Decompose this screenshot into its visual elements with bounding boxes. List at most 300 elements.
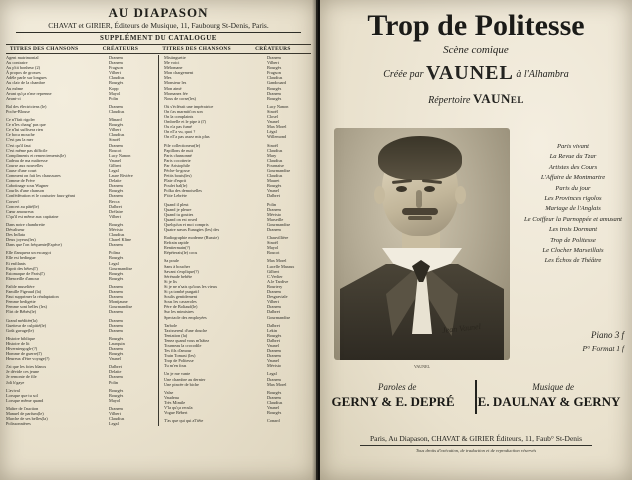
song-title: Poche-Blouse: [6, 108, 30, 114]
song-title: Compliments et remerciements(le): [6, 152, 66, 158]
song-title: Lorsque que tu sol: [6, 392, 38, 398]
song-author: Bourtery: [267, 283, 283, 289]
cover-creator-line: [326, 62, 626, 85]
song-title: Radiographie moderne (Russie): [164, 235, 219, 241]
song-author: Dranem: [109, 374, 123, 380]
imprint-text: Paris, Au Diapason, CHAVAT & GIRIER Éditeurs, 11, Faub° St-Denis: [369, 434, 583, 443]
song-author: Vilbert: [109, 213, 121, 219]
song-title: Refrain rapide: [164, 240, 189, 246]
song-title: Me voici: [164, 60, 180, 66]
song-title: Mes: [164, 75, 172, 81]
song-title: Ce n'lui suffisera rien: [6, 127, 43, 133]
song-author: Vaunel: [267, 342, 279, 348]
song-author: Dalbret: [109, 364, 122, 370]
song-author: Légal: [267, 129, 277, 135]
song-title: Polka des demoiselles: [164, 188, 202, 194]
song-author: Dranem: [267, 394, 281, 400]
header-songs-1: TITRES DES CHANSONS: [9, 46, 79, 52]
song-title: Si je lis: [164, 278, 177, 284]
song-title: Mon chargement: [164, 70, 194, 76]
song-title: Quand on est rosed: [164, 216, 198, 222]
song-title: Au môme: [6, 85, 24, 91]
song-author: Willemond: [267, 134, 287, 140]
song-author: Bourgès: [267, 389, 282, 395]
song-author: Dranem: [109, 345, 123, 351]
song-title: Maître de l'auction: [6, 405, 39, 411]
song-author: Fournaise: [267, 162, 284, 168]
song-title: Quand tu gouttes: [164, 211, 194, 217]
song-title: Vaudeau: [164, 394, 179, 400]
repertoire-song: Trop de Politesse: [550, 236, 596, 244]
song-author: Dalbret: [267, 322, 280, 328]
song-title: Sans à boucher: [164, 263, 191, 269]
song-title: On n'l'a vu, quoi ?: [164, 129, 196, 135]
song-author: Vilbert: [267, 299, 279, 305]
cover-page: [320, 0, 632, 480]
catalogue-row: [164, 227, 311, 232]
song-title: Comme de Frère: [6, 178, 35, 184]
song-author: Vilbert: [267, 60, 279, 66]
song-author: Gourmandise: [267, 314, 291, 320]
song-author: Bourgès: [109, 188, 124, 194]
song-title: Sa poule: [164, 258, 179, 264]
catalogue-row: [164, 315, 311, 320]
song-author: Gandouard: [267, 80, 287, 86]
song-title: J'ai que les foies blancs: [6, 364, 47, 370]
song-title: Polissonnières: [6, 421, 31, 427]
song-title: Elle est bedingue: [6, 255, 36, 261]
song-title: Dévaliseur: [6, 227, 25, 232]
song-author: Conard: [267, 418, 280, 424]
repertoire-song: Les Échos de Théâtre: [544, 257, 602, 265]
song-author: Vaunel: [109, 157, 121, 163]
song-author: Max Morel: [267, 124, 287, 130]
song-author: Sinoël: [267, 108, 278, 114]
repertoire-label: Répertoire: [428, 95, 471, 106]
song-title: L'avival: [6, 387, 20, 393]
song-author: Dranem: [267, 55, 281, 60]
song-author: Mayol: [109, 397, 121, 403]
song-author: Dranem: [109, 283, 123, 289]
catalogue-table-header: [6, 44, 311, 54]
catalogue-row: [6, 276, 153, 281]
song-title: Course aux nouvelles: [6, 162, 43, 168]
song-title: Estomaque de Paris(l'): [6, 270, 45, 276]
song-title: On la complaints: [164, 114, 194, 120]
song-author: Fragson: [109, 65, 123, 71]
song-author: Closel: [267, 114, 278, 120]
song-title: Marche de ses belles(la): [6, 416, 48, 422]
song-title: Cœur amoureux: [6, 208, 34, 214]
repertoire-song: Le Coiffeur la Parnoppée et amusant: [524, 215, 622, 223]
song-title: Quand je pleure: [164, 206, 192, 212]
song-title: Histoire biblique: [6, 335, 35, 341]
venue-name: à l'Alhambra: [516, 69, 569, 80]
song-title: Ebenceille d'amour: [6, 275, 40, 281]
song-author: Dranem: [109, 322, 123, 328]
imprint-divider: [360, 445, 592, 446]
song-title: Tenez quand vous m'hâtez: [164, 337, 210, 343]
song-title: Très Mimile: [164, 399, 186, 405]
song-author: Sinoël: [267, 240, 278, 246]
portrait-ear-left: [374, 186, 385, 204]
catalogue-row: [6, 214, 153, 219]
song-title: Ce boca mouche: [6, 132, 35, 138]
song-author: C.Verlier: [267, 273, 283, 279]
created-by-label: Créée par: [383, 69, 424, 80]
song-title: Vogue Bébert: [164, 410, 188, 416]
song-author: Gourmandise: [109, 304, 133, 310]
song-title: Au p'tit bonheur (2): [6, 65, 41, 71]
divider: [16, 32, 301, 33]
song-author: Claudius: [109, 416, 125, 422]
song-title: Femme bedigette: [6, 299, 36, 305]
song-title: Bal des électriciens (le): [6, 103, 47, 109]
song-title: Adèle parle sur longues: [6, 75, 47, 81]
song-author: Claudius: [109, 232, 125, 238]
song-author: Bourgès: [109, 270, 124, 276]
song-author: Gourmandise: [267, 167, 291, 173]
song-title: Guetteur de culpitié(le): [6, 322, 47, 328]
catalogue-row: [6, 242, 153, 247]
cover-genre: Scène comique: [443, 44, 509, 56]
song-title: Savant s'explique(?): [164, 268, 199, 274]
catalogue-column-left: [6, 55, 153, 426]
song-title: Un je me vante: [164, 371, 191, 377]
song-title: Paris cocotterie: [164, 157, 191, 163]
song-author: Legal: [109, 260, 119, 266]
catalogue-row: [164, 382, 311, 387]
song-author: Vaunel: [267, 405, 279, 410]
song-title: Cadeau de ma maîtresse: [6, 157, 48, 163]
song-author: Dranem: [109, 289, 123, 295]
portrait-signature: Jean Vaunel: [441, 321, 482, 336]
song-author: Bourgès: [109, 122, 124, 128]
song-title: Esprit des bêtes(l'): [6, 265, 38, 271]
song-title: Au clair de la chambre: [6, 80, 46, 86]
song-author: Dranem: [109, 294, 123, 300]
song-author: Claudius: [267, 147, 283, 153]
song-author: Dranem: [267, 227, 281, 232]
song-title: Sous les casseroles: [164, 299, 197, 305]
catalogue-row: [164, 134, 311, 139]
song-title: Au contraire: [6, 60, 28, 66]
song-author: Bourgès: [109, 387, 124, 393]
song-author: Polina: [109, 250, 120, 256]
song-author: Claudius: [267, 173, 283, 179]
header-authors-1: CRÉATEURS: [102, 46, 139, 52]
song-author: Gilbert: [267, 268, 280, 274]
song-title: Quand il pleut: [164, 201, 189, 207]
header-authors-2: CRÉATEURS: [255, 46, 291, 52]
publisher-address: CHAVAT et GIRIER, Éditeurs de Musique, 11, Faubourg St-Denis, Paris.: [48, 21, 269, 30]
repertoire-song: La Revue du Tzar: [549, 153, 597, 161]
song-title: Spectacle des employées: [164, 314, 207, 320]
song-author: Drélaire: [109, 208, 124, 214]
song-author: Polin: [109, 95, 119, 101]
song-title: Joli b'gaye: [6, 379, 25, 385]
song-title: Famille Figeaud (la): [6, 289, 42, 295]
song-author: Delaite: [109, 369, 122, 375]
authors-names: [320, 394, 632, 410]
song-title: Monsieur les: [164, 80, 187, 86]
repertoire-song: L'Affaire de Montmartre: [540, 174, 606, 182]
song-author: Bourgès: [109, 351, 124, 357]
song-author: Laure Rivière: [109, 173, 133, 179]
song-title: Faible muselière: [6, 283, 35, 289]
authors-block: [320, 382, 632, 410]
catalogue-columns: [6, 55, 311, 426]
song-title: V'la qu'ça recula: [164, 405, 193, 410]
song-author: Dranem: [109, 317, 123, 323]
song-author: Max Morel: [267, 258, 287, 264]
song-author: Dranem: [267, 304, 281, 310]
song-author: Bourgès: [267, 183, 282, 189]
song-author: Dranem: [109, 327, 123, 333]
song-author: Claudius: [109, 108, 125, 114]
song-title: Homme de guerre(l'): [6, 351, 42, 357]
repertoire-name-suffix: EL: [510, 95, 524, 105]
portrait-moustache: [402, 208, 438, 215]
supplement-title: SUPPLÉMENT DU CATALOGUE: [100, 34, 217, 42]
song-author: Lucelle Maraux: [267, 263, 295, 269]
imprint-block: [320, 434, 632, 453]
song-title: Concert au pâté(le): [6, 203, 39, 209]
song-title: Dans notre chambrette: [6, 221, 45, 227]
song-author: Dranem: [109, 55, 123, 60]
song-author: Delaite: [109, 178, 122, 184]
song-title: On t'as marmitt'on son: [164, 108, 203, 114]
song-title: Courlis d'une chanson: [6, 188, 45, 194]
catalogue-row: [6, 328, 153, 333]
song-title: Avant-ci: [6, 95, 21, 101]
song-title: Quatre sœurs Eunagies (les) des: [164, 227, 220, 232]
song-title: Cause d'une court: [6, 167, 37, 173]
song-author: Dranem: [267, 90, 281, 96]
song-author: Marseille: [267, 216, 284, 222]
song-title: Ce n'l'fait rigoler: [6, 117, 35, 123]
song-author: Lucy Nanon: [267, 103, 289, 109]
song-title: Mélomane: [164, 65, 183, 71]
song-author: Kopp: [109, 85, 119, 91]
song-author: Desgraviale: [267, 294, 288, 300]
song-author: Vilbert: [109, 411, 121, 416]
song-title: Manuel de parfum(le): [6, 411, 44, 416]
song-title: Trop de Politesse: [164, 358, 194, 364]
song-author: Dranem: [109, 60, 123, 66]
song-author: Bourgès: [109, 392, 124, 398]
song-author: Legal: [267, 371, 277, 377]
song-title: Flirt de Bébés(le): [6, 309, 37, 315]
song-title: Ce n'les chang' pas que: [6, 122, 46, 128]
song-author: Vilbert: [109, 127, 121, 133]
song-author: Mauret: [267, 178, 280, 184]
song-title: Taxissereul d'une douche: [164, 327, 208, 333]
song-title: Une pincée de biche: [164, 381, 199, 387]
song-author: Dalbret: [267, 193, 280, 199]
song-author: Fragson: [267, 70, 281, 76]
song-title: Comment on fait les chaussures: [6, 173, 61, 179]
catalogue-row: [164, 363, 311, 368]
song-author: Mévisto: [109, 227, 124, 232]
song-title: Père de Boliaud(le): [164, 304, 198, 310]
song-title: P'tite Lebrète: [164, 193, 187, 199]
catalogue-column-right: [164, 55, 311, 426]
song-title: Péche-la-gosse: [164, 167, 190, 173]
song-title: Si je ne n'sais qu'tous les vieux: [164, 283, 218, 289]
song-author: Dranem: [109, 142, 123, 148]
song-author: Gourmandise: [267, 221, 291, 227]
song-author: Becca: [109, 198, 120, 204]
song-title: Tes fils d'amour: [164, 348, 192, 354]
catalogue-row: [164, 418, 311, 423]
song-title: Goût gavage(le): [6, 327, 34, 333]
song-author: Bourgès: [267, 95, 282, 101]
song-title: Train Tomasi (les): [164, 353, 196, 359]
catalogue-row: [6, 109, 153, 114]
portrait-mouth: [408, 216, 432, 220]
catalogue-row: [6, 309, 153, 314]
song-title: Sérénade bebête: [164, 273, 193, 279]
song-author: Claudius: [109, 75, 125, 81]
portrait-caption: VAUNEL: [414, 364, 430, 369]
song-title: Mornanez fée: [164, 90, 188, 96]
song-author: Bourgès: [267, 332, 282, 338]
performer-portrait: [334, 128, 510, 369]
song-author: Sinoël: [267, 142, 278, 148]
price-piano: Piano 3 f: [591, 330, 624, 340]
portrait-eye-right: [424, 186, 435, 192]
song-author: Legal: [109, 167, 119, 173]
song-title: Hiverniergogh-(?): [6, 345, 38, 351]
song-author: Montjaune: [109, 299, 128, 305]
performer-name: VAUNEL: [425, 62, 514, 84]
song-author: Mayol: [267, 245, 279, 251]
song-author: Dranem: [109, 183, 123, 189]
song-title: Soulis gentidement: [164, 294, 198, 300]
song-author: A.le Tardive: [267, 278, 289, 284]
song-title: Faut supprimer la réadaptation: [6, 294, 59, 300]
song-author: Dranem: [267, 376, 281, 382]
song-title: Elle flanquera un escargot: [6, 250, 51, 256]
song-author: Dranem: [109, 193, 123, 199]
repertoire-song: Paris du jour: [555, 184, 591, 192]
song-title: Ou n'a pas fumé: [164, 124, 192, 130]
catalogue-row: [164, 193, 311, 198]
song-author: Dranem: [267, 348, 281, 354]
song-title: Tentation (la): [164, 332, 188, 338]
repertoire-song: Mariage de l'Anglais: [545, 205, 601, 213]
song-author: Boucot: [267, 250, 280, 256]
song-title: Deux joyeux(les): [6, 237, 36, 243]
repertoire-song: Les trois Dormant: [548, 226, 598, 234]
song-title: C'est qu'il faut: [6, 142, 31, 148]
song-author: Vaunel: [267, 358, 279, 364]
song-author: Mévisto: [267, 211, 282, 217]
repertoire-song-list: [520, 142, 626, 267]
song-author: Dranem: [267, 206, 281, 212]
song-author: Mary: [267, 152, 277, 158]
song-title: Dans que l'on fréquente(Espèce): [6, 242, 62, 248]
price-format: P° Format 1 f: [582, 344, 624, 353]
song-author: Gilbert: [109, 162, 122, 168]
song-title: Cabotinage sous Wagner: [6, 183, 49, 189]
song-title: Confédération et le couturier faux-géant: [6, 193, 75, 199]
song-author: Dranem: [109, 309, 123, 315]
catalogue-row: [164, 250, 311, 255]
song-author: Sinoël: [109, 137, 120, 143]
song-title: Corserl: [6, 198, 19, 204]
song-title: On n'l'a pas assez mis plus: [164, 134, 210, 140]
song-title: Papillons de nuit: [164, 147, 193, 153]
repertoire-song: Paris vivant: [556, 143, 590, 150]
authors-divider: [475, 380, 477, 414]
song-title: Lorsque même quand: [6, 397, 44, 403]
song-title: Rentiermain(?): [164, 245, 191, 251]
song-author: Mévisto: [267, 363, 282, 369]
song-title: Nous de corse(les): [164, 95, 196, 101]
song-title: À propos de grosses: [6, 70, 41, 76]
song-author: Boucot: [109, 147, 122, 153]
song-title: Petits bouts(les): [164, 173, 192, 179]
song-title: Femme sont belles (les): [6, 304, 47, 310]
song-title: Agent matrimonial: [6, 55, 39, 60]
repertoire-name: VAUN: [473, 91, 511, 106]
song-title: Poulet bal(le): [164, 183, 188, 189]
song-author: Bourgès: [267, 65, 282, 71]
repertoire-song: Artistes des Cours: [548, 163, 598, 171]
song-title: Grand méditée(la): [6, 317, 38, 323]
song-title: Histoire de lit: [6, 340, 30, 346]
song-author: Minard: [109, 117, 122, 123]
song-author: Vaunel: [267, 119, 279, 125]
song-author: Bourgès: [267, 85, 282, 91]
song-author: Bourgès: [109, 80, 124, 86]
song-title: Je dévide ces jeune: [6, 369, 40, 375]
song-author: Lekin: [267, 327, 278, 333]
song-title: T'as que qui qui a'l'tête: [164, 418, 204, 424]
song-author: Bourgès: [109, 275, 124, 281]
catalogue-row: [6, 380, 153, 385]
portrait-nose: [416, 190, 422, 208]
song-author: Polin: [267, 201, 277, 207]
song-title: Ombrelle et le pipe à (l'): [164, 119, 206, 125]
song-title: Quelqu'un et moi compris: [164, 221, 209, 227]
song-title: Pile collectioneur(le): [164, 142, 201, 148]
song-title: C'est pas la mer: [6, 137, 34, 143]
song-author: Gourmandise: [109, 265, 133, 271]
song-author: Legal: [109, 421, 119, 427]
song-author: Bourgès: [109, 335, 124, 341]
song-author: Claudius: [267, 75, 283, 81]
song-title: Tarbole: [164, 322, 178, 328]
music-label: Musique de: [532, 382, 575, 392]
song-author: Bourgès: [267, 410, 282, 416]
song-author: Vaunel: [109, 356, 121, 362]
song-author: Mayol: [109, 90, 121, 96]
lyricists: GERNY & E. DEPRÉ: [331, 394, 455, 409]
song-author: Claudius: [267, 157, 283, 163]
portrait-ear-right: [455, 186, 466, 204]
column-divider: [158, 55, 159, 426]
song-title: Plaie d'esprit: [164, 178, 187, 184]
catalogue-row: [6, 356, 153, 361]
song-title: Sur les mimistres: [164, 309, 194, 315]
song-title: Tourneau la crocodile: [164, 342, 202, 348]
song-title: Je remonte de file: [6, 374, 37, 380]
song-author: Vaunel: [267, 188, 279, 194]
song-author: Dalbret: [267, 309, 280, 315]
